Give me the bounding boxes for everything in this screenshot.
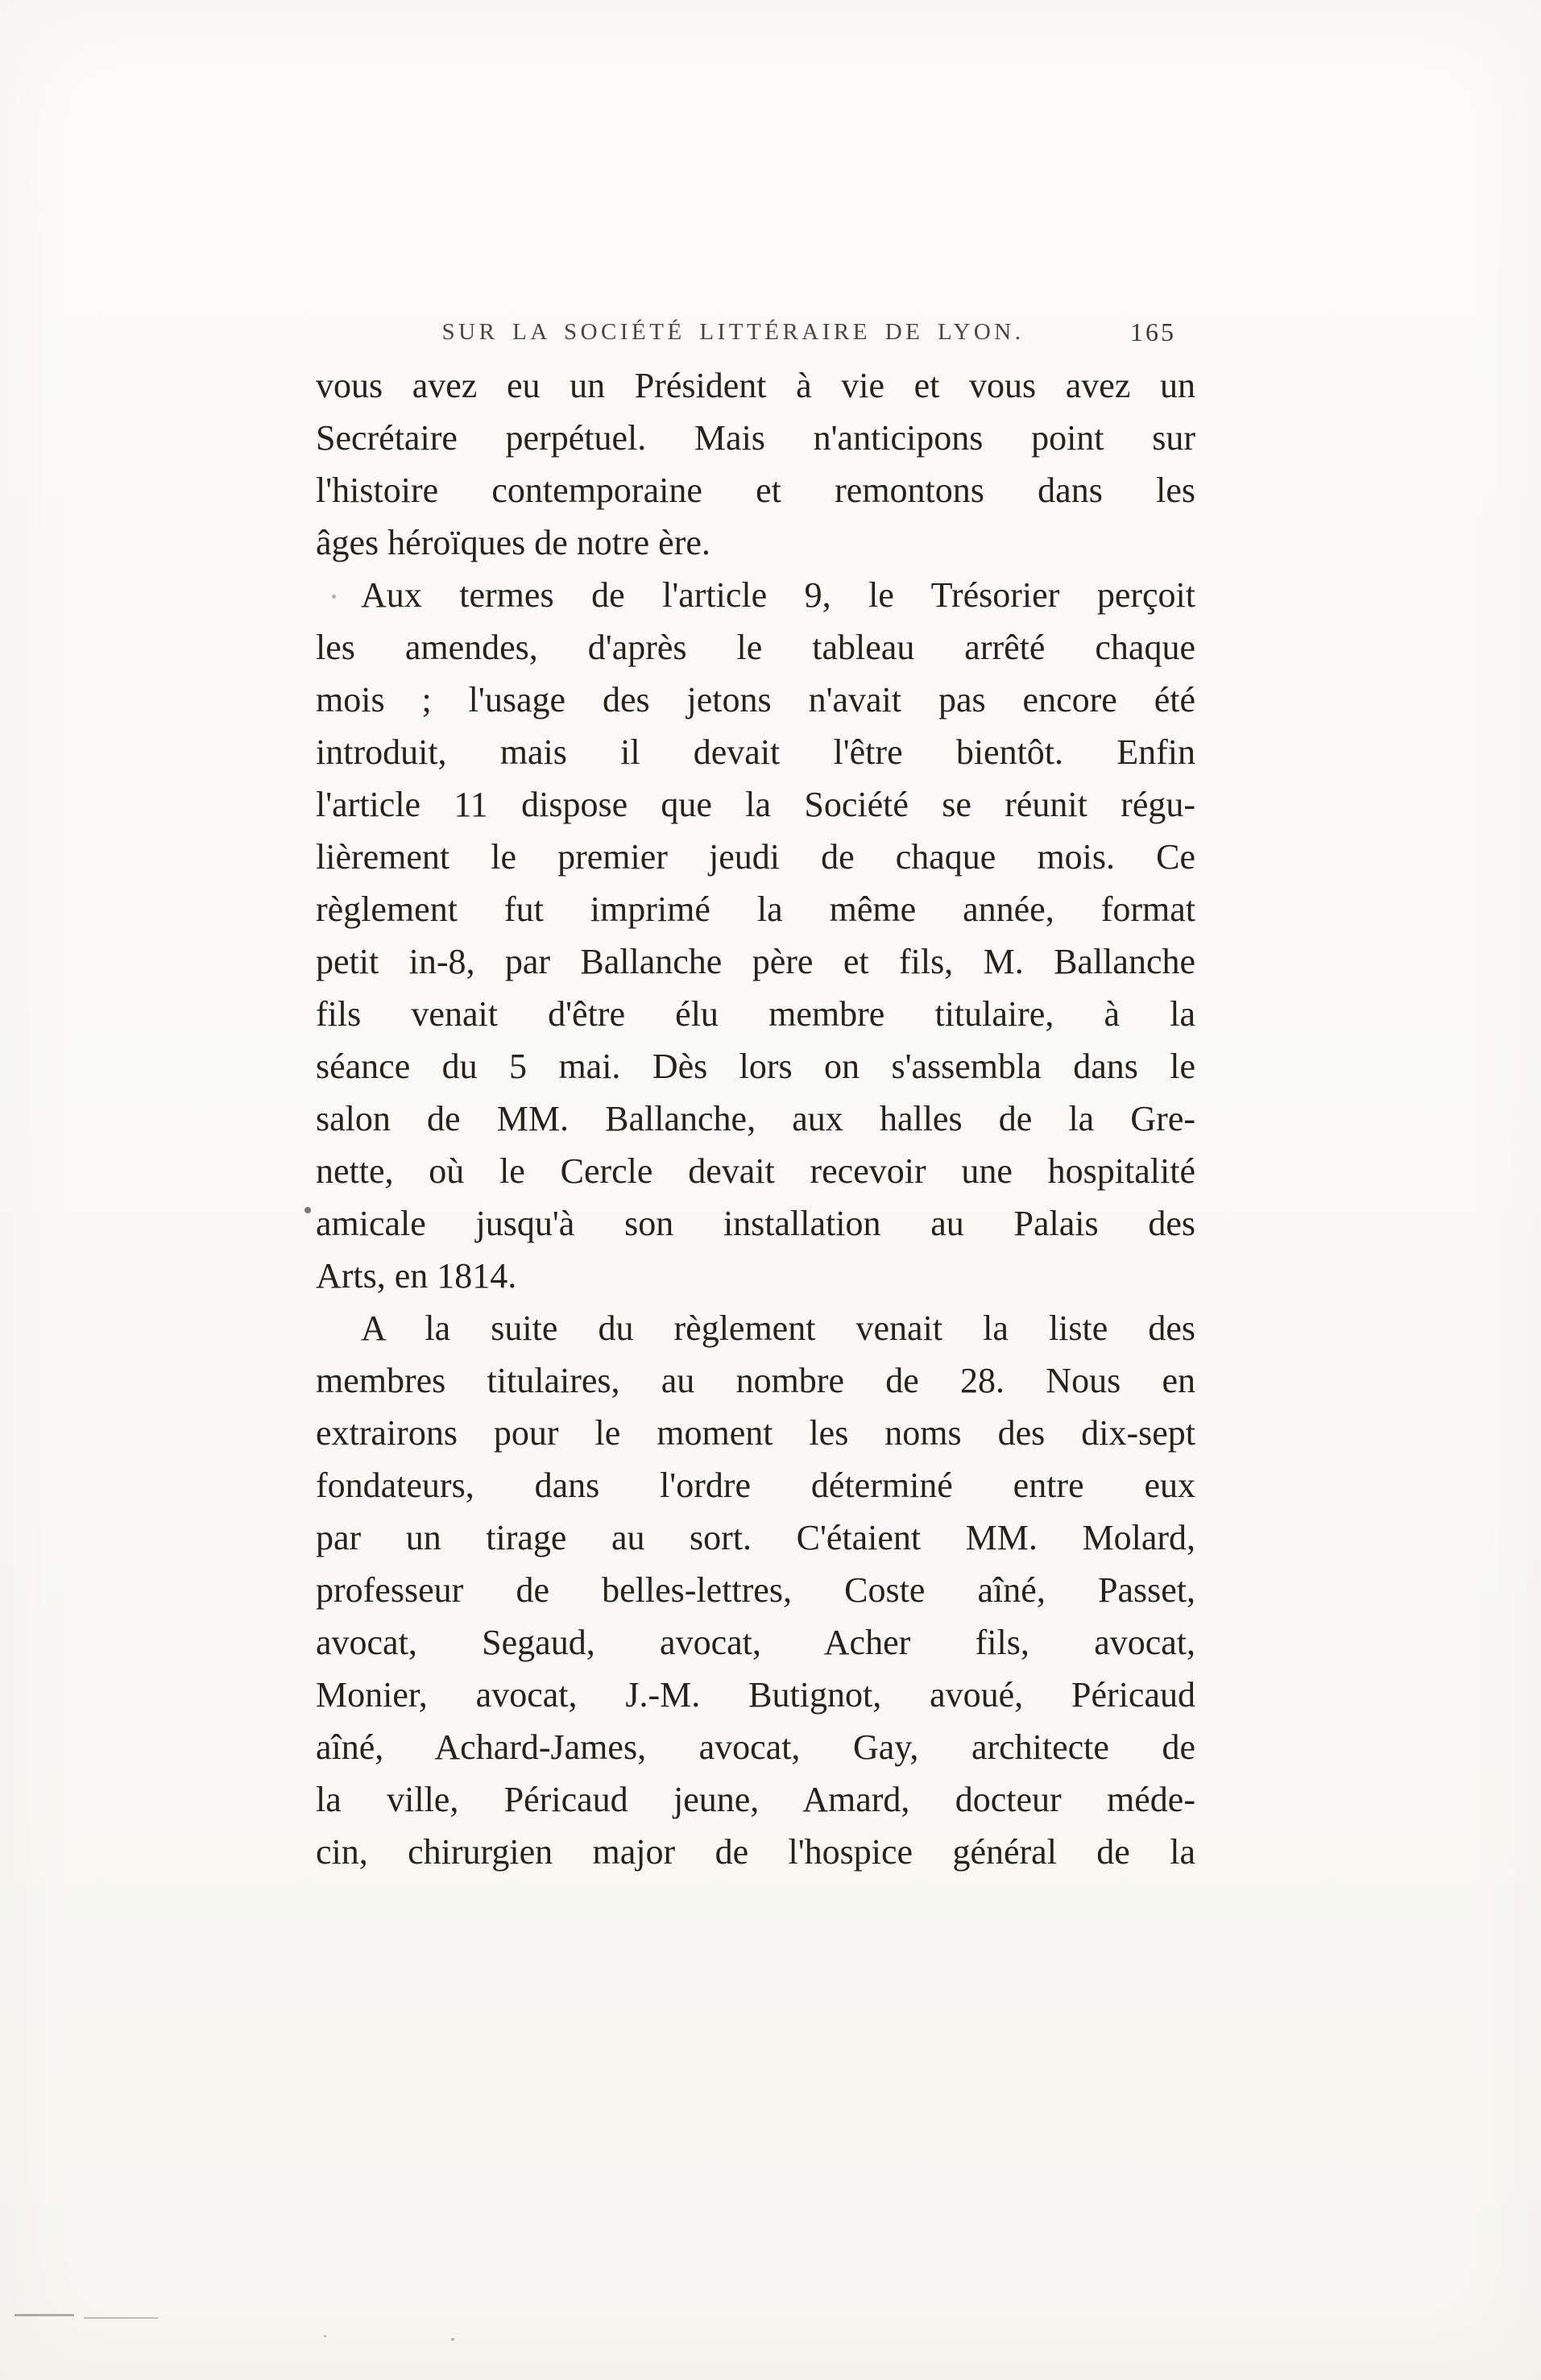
text-line: la ville, Péricaud jeune, Amard, docteur méde-: [316, 1780, 1195, 1819]
text-line: extrairons pour le moment les noms des dix-sept: [316, 1413, 1195, 1453]
text-line: A la suite du règlement venait la liste des: [361, 1308, 1195, 1348]
text-line: par un tirage au sort. C'étaient MM. Molard,: [316, 1518, 1195, 1557]
text-line: professeur de belles-lettres, Coste aîné, Passet,: [316, 1570, 1195, 1610]
text-line: vous avez eu un Président à vie et vous avez un: [316, 366, 1195, 405]
text-line: membres titulaires, au nombre de 28. Nous en: [316, 1361, 1195, 1400]
text-line: règlement fut imprimé la même année, format: [316, 889, 1195, 929]
text-line: âges héroïques de notre ère.: [316, 523, 710, 562]
text-line: fondateurs, dans l'ordre déterminé entre eux: [316, 1466, 1195, 1505]
text-line: amicale jusqu'à son installation au Palais des: [316, 1204, 1195, 1243]
text-line: nette, où le Cercle devait recevoir une hospitalité: [316, 1151, 1195, 1191]
scan-artifact-dash: [84, 2317, 158, 2319]
text-line: Aux termes de l'article 9, le Trésorier perçoit: [361, 575, 1195, 615]
text-line: salon de MM. Ballanche, aux halles de la Gre-: [316, 1099, 1195, 1138]
text-line: petit in-8, par Ballanche père et fils, M. Ballanche: [316, 942, 1195, 981]
page-header: [314, 319, 1200, 355]
text-line: Arts, en 1814.: [316, 1256, 517, 1296]
page-number: 165: [1130, 317, 1176, 346]
text-line: séance du 5 mai. Dès lors on s'assembla dans le: [316, 1047, 1195, 1086]
scan-artifact-dash: [14, 2314, 74, 2316]
text-line: lièrement le premier jeudi de chaque mois. Ce: [316, 837, 1195, 877]
scan-artifact-dot: [332, 595, 336, 599]
text-line: l'article 11 dispose que la Société se réunit régu-: [316, 785, 1195, 824]
text-line: avocat, Segaud, avocat, Acher fils, avocat,: [316, 1623, 1195, 1662]
scan-artifact-speck: [324, 2335, 326, 2337]
text-line: mois ; l'usage des jetons n'avait pas encore été: [316, 680, 1195, 719]
body-text: [316, 359, 1195, 1878]
text-line: cin, chirurgien major de l'hospice général de la: [316, 1832, 1195, 1872]
running-title: SUR LA SOCIÉTÉ LITTÉRAIRE DE LYON.: [441, 319, 1025, 345]
text-line: les amendes, d'après le tableau arrêté chaque: [316, 628, 1195, 667]
text-line: fils venait d'être élu membre titulaire, à la: [316, 994, 1195, 1034]
text-line: l'histoire contemporaine et remontons dans les: [316, 471, 1195, 510]
scan-artifact-speck: [451, 2338, 454, 2341]
scan-artifact-dot: [304, 1207, 311, 1213]
text-line: aîné, Achard-James, avocat, Gay, architecte de: [316, 1727, 1195, 1767]
text-line: introduit, mais il devait l'être bientôt. Enfin: [316, 732, 1195, 772]
text-line: Monier, avocat, J.-M. Butignot, avoué, Péricaud: [316, 1675, 1195, 1715]
text-line: Secrétaire perpétuel. Mais n'anticipons point sur: [316, 418, 1195, 458]
